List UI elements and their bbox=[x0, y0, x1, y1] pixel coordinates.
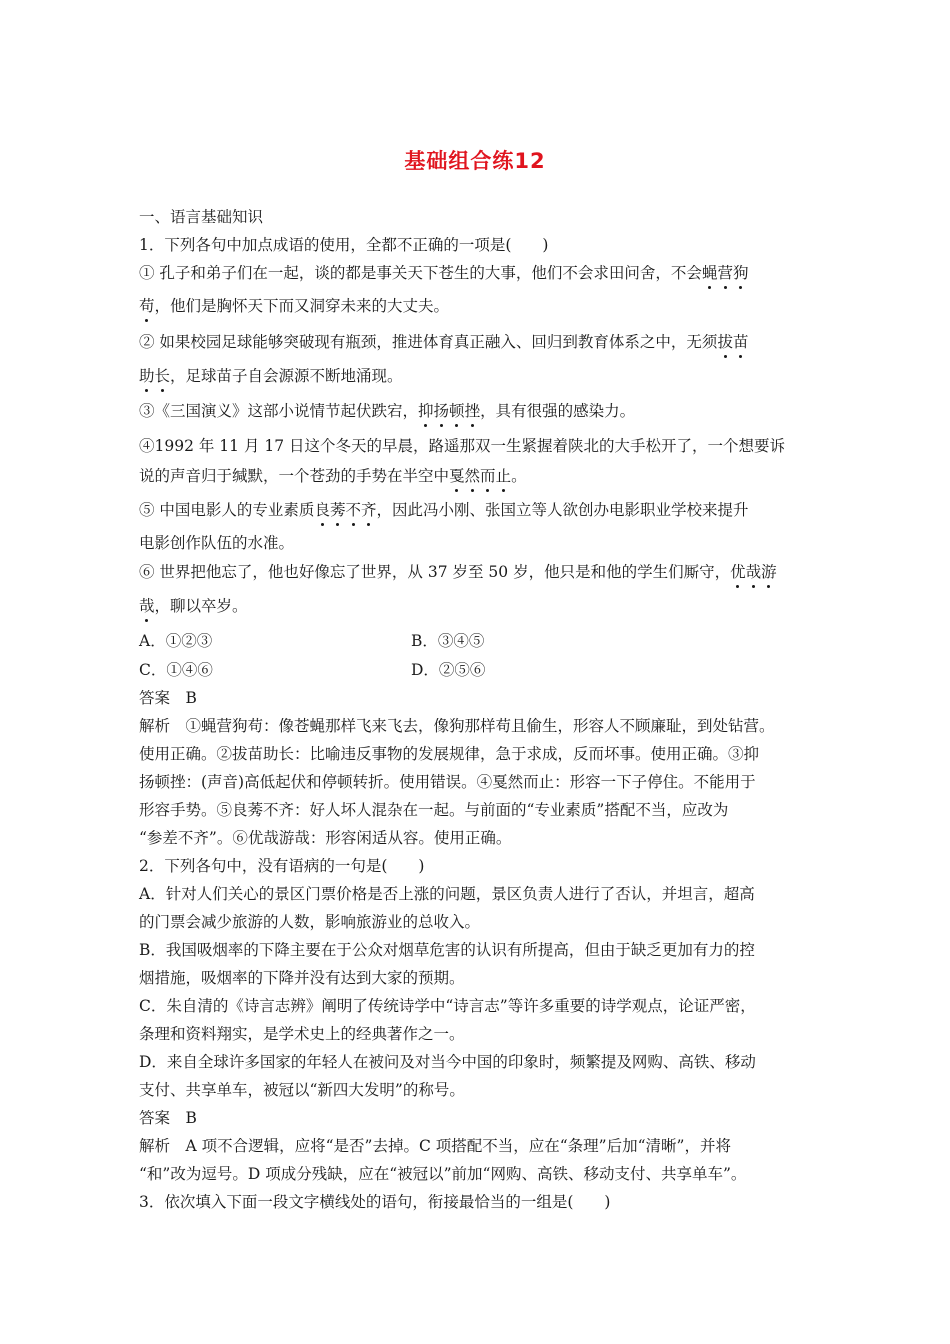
emphasis-dot-char: 然 bbox=[464, 467, 481, 485]
q1-analysis-line: 解析 ①蝇营狗苟：像苍蝇那样飞来飞去，像狗那样苟且偷生，形容人不顾廉耻，到处钻营。 bbox=[139, 717, 775, 735]
emphasis-dot-char: 营 bbox=[717, 264, 733, 282]
q2-line: A．针对人们关心的景区门票价格是否上涨的问题，景区负责人进行了否认，并坦言，超高 bbox=[139, 885, 755, 903]
q2-answer: 答案 B bbox=[139, 1109, 197, 1127]
emphasis-dot-char: 莠 bbox=[329, 501, 346, 519]
q1-options-row-1 bbox=[139, 631, 212, 651]
q1-sentence-4-cont: 说的声音归于缄默，一个苍劲的手势在半空中戛然而止。 bbox=[139, 467, 527, 485]
dotted-idiom bbox=[139, 297, 155, 315]
emphasis-dot-char: 齐 bbox=[360, 501, 377, 519]
dotted-idiom bbox=[730, 563, 777, 581]
q2-analysis-line: “和”改为逗号。D 项成分残缺，应在“被冠以”前加“网购、高铁、移动支付、共享单车”。 bbox=[139, 1165, 747, 1183]
q2-line: 支付、共享单车，被冠以“新四大发明”的称号。 bbox=[139, 1081, 465, 1099]
emphasis-dot-char: 戛 bbox=[449, 467, 465, 485]
emphasis-dot-char: 苟 bbox=[139, 297, 155, 315]
question-3-stem: 3．依次填入下面一段文字横线处的语句，衔接最恰当的一组是( ) bbox=[139, 1193, 611, 1211]
dotted-idiom bbox=[139, 367, 170, 385]
emphasis-dot-char: 拔 bbox=[717, 333, 733, 351]
emphasis-dot-char: 蝇 bbox=[701, 264, 718, 282]
emphasis-dot-char: 助 bbox=[139, 367, 155, 385]
question-1-stem: 1．下列各句中加点成语的使用，全都不正确的一项是( ) bbox=[139, 236, 549, 254]
dotted-idiom bbox=[449, 467, 511, 485]
q2-line: 烟措施，吸烟率的下降并没有达到大家的预期。 bbox=[139, 969, 465, 987]
page-title: 基础组合练12 bbox=[404, 149, 546, 173]
q2-line: 的门票会减少旅游的人数，影响旅游业的总收入。 bbox=[139, 913, 481, 931]
emphasis-dot-char: 抑 bbox=[418, 402, 434, 420]
q2-line: C．朱自清的《诗言志辨》阐明了传统诗学中“诗言志”等许多重要的诗学观点，论证严密， bbox=[139, 997, 756, 1015]
option-b: B．③④⑤ bbox=[411, 632, 485, 650]
emphasis-dot-char: 苗 bbox=[732, 333, 749, 351]
q1-analysis-line: 形容手势。⑤良莠不齐：好人坏人混杂在一起。与前面的“专业素质”搭配不当，应改为 bbox=[139, 801, 729, 819]
option-c: C．①④⑥ bbox=[139, 661, 213, 679]
emphasis-dot-char: 顿 bbox=[449, 402, 465, 420]
emphasis-dot-char: 哉 bbox=[745, 563, 762, 581]
q1-sentence-4: ④1992 年 11 月 17 日这个冬天的早晨，路遥那双一生紧握着陕北的大手松开了，一个想要诉 bbox=[139, 437, 786, 455]
q2-analysis-line: 解析 A 项不合逻辑，应将“是否”去掉。C 项搭配不当，应在“条理”后加“清晰”，并将 bbox=[139, 1137, 731, 1155]
q1-sentence-1: ① 孔子和弟子们在一起，谈的都是事关天下苍生的大事，他们不会求田问舍，不会蝇营狗 bbox=[139, 264, 749, 282]
q2-line: B．我国吸烟率的下降主要在于公众对烟草危害的认识有所提高，但由于缺乏更加有力的控 bbox=[139, 941, 755, 959]
q1-analysis-line: 扬顿挫：(声音)高低起伏和停顿转折。使用错误。④戛然而止：形容一下子停住。不能用于 bbox=[139, 773, 756, 791]
dotted-idiom bbox=[702, 264, 749, 282]
emphasis-dot-char: 挫 bbox=[464, 402, 481, 420]
emphasis-dot-char: 而 bbox=[480, 467, 496, 485]
option-a: A．①②③ bbox=[139, 632, 213, 650]
q1-analysis-line: “参差不齐”。⑥优哉游哉：形容闲适从容。使用正确。 bbox=[139, 829, 512, 847]
q1-analysis-line: 使用正确。②拔苗助长：比喻违反事物的发展规律，急于求成，反而坏事。使用正确。③抑 bbox=[139, 745, 760, 763]
section-heading: 一、语言基础知识 bbox=[139, 208, 264, 226]
emphasis-dot-char: 哉 bbox=[139, 597, 155, 615]
q1-sentence-2: ② 如果校园足球能够突破现有瓶颈，推进体育真正融入、回归到教育体系之中，无须拔苗 bbox=[139, 333, 749, 351]
q2-line: D．来自全球许多国家的年轻人在被问及对当今中国的印象时，频繁提及网购、高铁、移动 bbox=[139, 1053, 756, 1071]
q1-sentence-6: ⑥ 世界把他忘了，他也好像忘了世界，从 37 岁至 50 岁，他只是和他的学生们厮守，优哉游 bbox=[139, 563, 777, 581]
emphasis-dot-char: 游 bbox=[761, 563, 777, 581]
q2-line: 条理和资料翔实，是学术史上的经典著作之一。 bbox=[139, 1025, 465, 1043]
emphasis-dot-char: 狗 bbox=[732, 264, 749, 282]
q1-sentence-1-cont: 苟，他们是胸怀天下而又洞穿未来的大丈夫。 bbox=[139, 297, 450, 315]
question-2-stem: 2．下列各句中，没有语病的一句是( ) bbox=[139, 857, 425, 875]
q1-sentence-5-cont: 电影创作队伍的水准。 bbox=[139, 534, 295, 552]
option-d: D．②⑤⑥ bbox=[411, 661, 486, 679]
dotted-idiom bbox=[717, 333, 748, 351]
q1-sentence-3: ③《三国演义》这部小说情节起伏跌宕，抑扬顿挫，具有很强的感染力。 bbox=[139, 402, 636, 420]
dotted-idiom bbox=[314, 501, 376, 519]
emphasis-dot-char: 扬 bbox=[433, 402, 450, 420]
q1-sentence-5: ⑤ 中国电影人的专业素质良莠不齐，因此冯小刚、张国立等人欲创办电影职业学校来提升 bbox=[139, 501, 749, 519]
emphasis-dot-char: 优 bbox=[730, 563, 746, 581]
emphasis-dot-char: 良 bbox=[314, 501, 330, 519]
q1-sentence-6-cont: 哉，聊以卒岁。 bbox=[139, 597, 248, 615]
dotted-idiom bbox=[139, 597, 155, 615]
q1-sentence-2-cont: 助长，足球苗子自会源源不断地涌现。 bbox=[139, 367, 403, 385]
dotted-idiom bbox=[418, 402, 480, 420]
emphasis-dot-char: 止 bbox=[495, 467, 512, 485]
emphasis-dot-char: 不 bbox=[345, 501, 361, 519]
q1-answer: 答案 B bbox=[139, 689, 197, 707]
emphasis-dot-char: 长 bbox=[154, 367, 171, 385]
